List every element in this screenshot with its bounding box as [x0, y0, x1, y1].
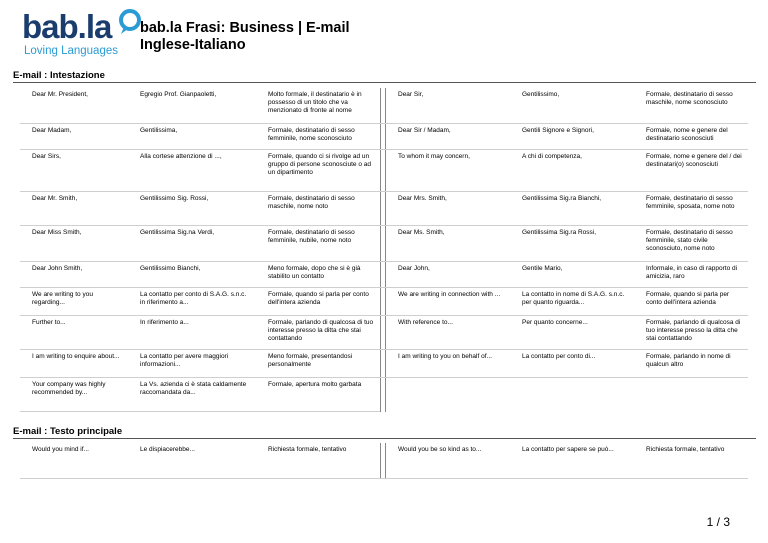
italian-phrase: Le dispiacerebbe... — [140, 446, 195, 453]
english-phrase: Dear Sir, — [398, 91, 424, 98]
usage-note: Molto formale, il destinatario è in possesso di un titolo che va menzionato di fronte al nome — [268, 91, 362, 114]
logo-tagline: Loving Languages — [24, 45, 118, 57]
english-phrase: Further to... — [32, 319, 66, 326]
usage-note: Formale, parlando di qualcosa di tuo interesse presso la ditta che stai contattando — [646, 319, 741, 342]
italian-phrase: Gentilissimo Sig. Rossi, — [140, 195, 209, 202]
english-phrase: Dear Ms. Smith, — [398, 229, 445, 236]
italian-phrase: Egregio Prof. Gianpaoletti, — [140, 91, 217, 98]
babla-logo — [22, 6, 132, 56]
usage-note: Formale, parlando in nome di qualcun altro — [646, 353, 731, 368]
english-phrase: I am writing to you on behalf of... — [398, 353, 492, 360]
page-number: 1 / 3 — [706, 515, 730, 529]
usage-note: Formale, destinatario di sesso maschile, nome noto — [268, 195, 355, 210]
english-phrase: Dear Mrs. Smith, — [398, 195, 447, 202]
section-heading-testo-principale: E-mail : Testo principale — [13, 426, 123, 437]
usage-note: Formale, destinatario di sesso femminile, sposata, nome noto — [646, 195, 735, 210]
phrase-table-testo-principale — [20, 443, 748, 479]
english-phrase: Dear John Smith, — [32, 265, 83, 272]
page-title-line-1: bab.la Frasi: Business | E-mail — [140, 20, 350, 36]
page-title — [140, 20, 350, 54]
table-row — [20, 124, 748, 150]
table-row — [20, 378, 748, 412]
usage-note: Meno formale, presentandosi personalmente — [268, 353, 353, 368]
italian-phrase: Gentilissima Sig.ra Rossi, — [522, 229, 597, 236]
page-title-line-2: Inglese-Italiano — [140, 37, 246, 53]
italian-phrase: La contatto per conto di... — [522, 353, 596, 360]
english-phrase: Dear Mr. Smith, — [32, 195, 78, 202]
usage-note: Meno formale, dopo che si è già stabilito un contatto — [268, 265, 361, 280]
section-divider — [13, 82, 756, 83]
italian-phrase: La contatto per avere maggiori informazioni... — [140, 353, 229, 368]
usage-note: Formale, destinatario di sesso femminile, nubile, nome noto — [268, 229, 355, 244]
italian-phrase: In riferimento a... — [140, 319, 189, 326]
italian-phrase: La contatto per sapere se può... — [522, 446, 614, 453]
italian-phrase: Gentili Signore e Signori, — [522, 127, 594, 134]
english-phrase: Dear Mr. President, — [32, 91, 88, 98]
usage-note: Formale, destinatario di sesso femminile, nome sconosciuto — [268, 127, 355, 142]
italian-phrase: Gentilissimo Bianchi, — [140, 265, 201, 272]
usage-note: Formale, destinatario di sesso femminile, stato civile sconosciuto, nome noto — [646, 229, 733, 252]
english-phrase: Dear Miss Smith, — [32, 229, 82, 236]
english-phrase: Dear Sirs, — [32, 153, 61, 160]
english-phrase: Your company was highly recommended by... — [20, 378, 128, 412]
english-phrase: To whom it may concern, — [398, 153, 470, 160]
usage-note: Formale, destinatario di sesso maschile, nome sconosciuto — [646, 91, 733, 106]
english-phrase: Dear Madam, — [32, 127, 72, 134]
usage-note: Formale, nome e genere del / dei destinatari(o) sconosciuti — [646, 153, 742, 168]
italian-phrase: La contatto in nome di S.A.G. s.n.c. per quanto riguarda... — [522, 291, 625, 306]
table-row — [20, 226, 748, 262]
italian-phrase: Gentilissima, — [140, 127, 178, 134]
italian-phrase: La Vs. azienda ci è stata caldamente raccomandata da... — [128, 378, 256, 412]
section-heading-intestazione: E-mail : Intestazione — [13, 70, 105, 81]
english-phrase: Dear Sir / Madam, — [398, 127, 451, 134]
table-row — [20, 88, 748, 124]
english-phrase: We are writing to you regarding... — [32, 291, 93, 306]
table-row — [20, 262, 748, 288]
usage-note: Formale, quando si parla per conto dell'intera azienda — [268, 291, 369, 306]
phrase-table-intestazione — [20, 88, 748, 412]
italian-phrase: Alla cortese attenzione di ..., — [140, 153, 222, 160]
italian-phrase: Gentilissima Sig.ra Bianchi, — [522, 195, 602, 202]
section-divider — [13, 438, 756, 439]
italian-phrase: Per quanto concerne... — [522, 319, 588, 326]
logo-wordmark: bab.la — [22, 8, 112, 45]
italian-phrase: Gentile Mario, — [522, 265, 563, 272]
italian-phrase: Gentilissimo, — [522, 91, 560, 98]
italian-phrase: Gentilissima Sig.na Verdi, — [140, 229, 215, 236]
italian-phrase: La contatto per conto di S.A.G. s.n.c. in riferimento a... — [140, 291, 247, 306]
table-row — [20, 443, 748, 479]
english-phrase: Dear John, — [398, 265, 430, 272]
usage-note: Formale, parlando di qualcosa di tuo interesse presso la ditta che stai contattando — [268, 319, 374, 342]
table-row — [20, 316, 748, 350]
usage-note: Formale, nome e genere del destinatario sconosciuti — [646, 127, 728, 142]
column-divider — [380, 378, 386, 412]
english-phrase: With reference to... — [398, 319, 453, 326]
usage-note: Formale, quando si parla per conto dell'intera azienda — [646, 291, 730, 306]
italian-phrase: A chi di competenza, — [522, 153, 582, 160]
english-phrase: Would you be so kind as to... — [398, 446, 482, 453]
usage-note: Richiesta formale, tentativo — [268, 446, 347, 453]
usage-note: Informale, in caso di rapporto di amicizia, raro — [646, 265, 738, 280]
usage-note: Richiesta formale, tentativo — [646, 446, 725, 453]
table-row — [20, 150, 748, 192]
english-phrase: I am writing to enquire about... — [32, 353, 120, 360]
table-row — [20, 288, 748, 316]
english-phrase: We are writing in connection with ... — [398, 291, 501, 298]
table-row — [20, 350, 748, 378]
table-row — [20, 192, 748, 226]
usage-note: Formale, quando ci si rivolge ad un gruppo di persone sconosciute o ad un dipartimento — [268, 153, 371, 176]
usage-note: Formale, apertura molto garbata — [256, 378, 380, 412]
english-phrase: Would you mind if... — [32, 446, 89, 453]
